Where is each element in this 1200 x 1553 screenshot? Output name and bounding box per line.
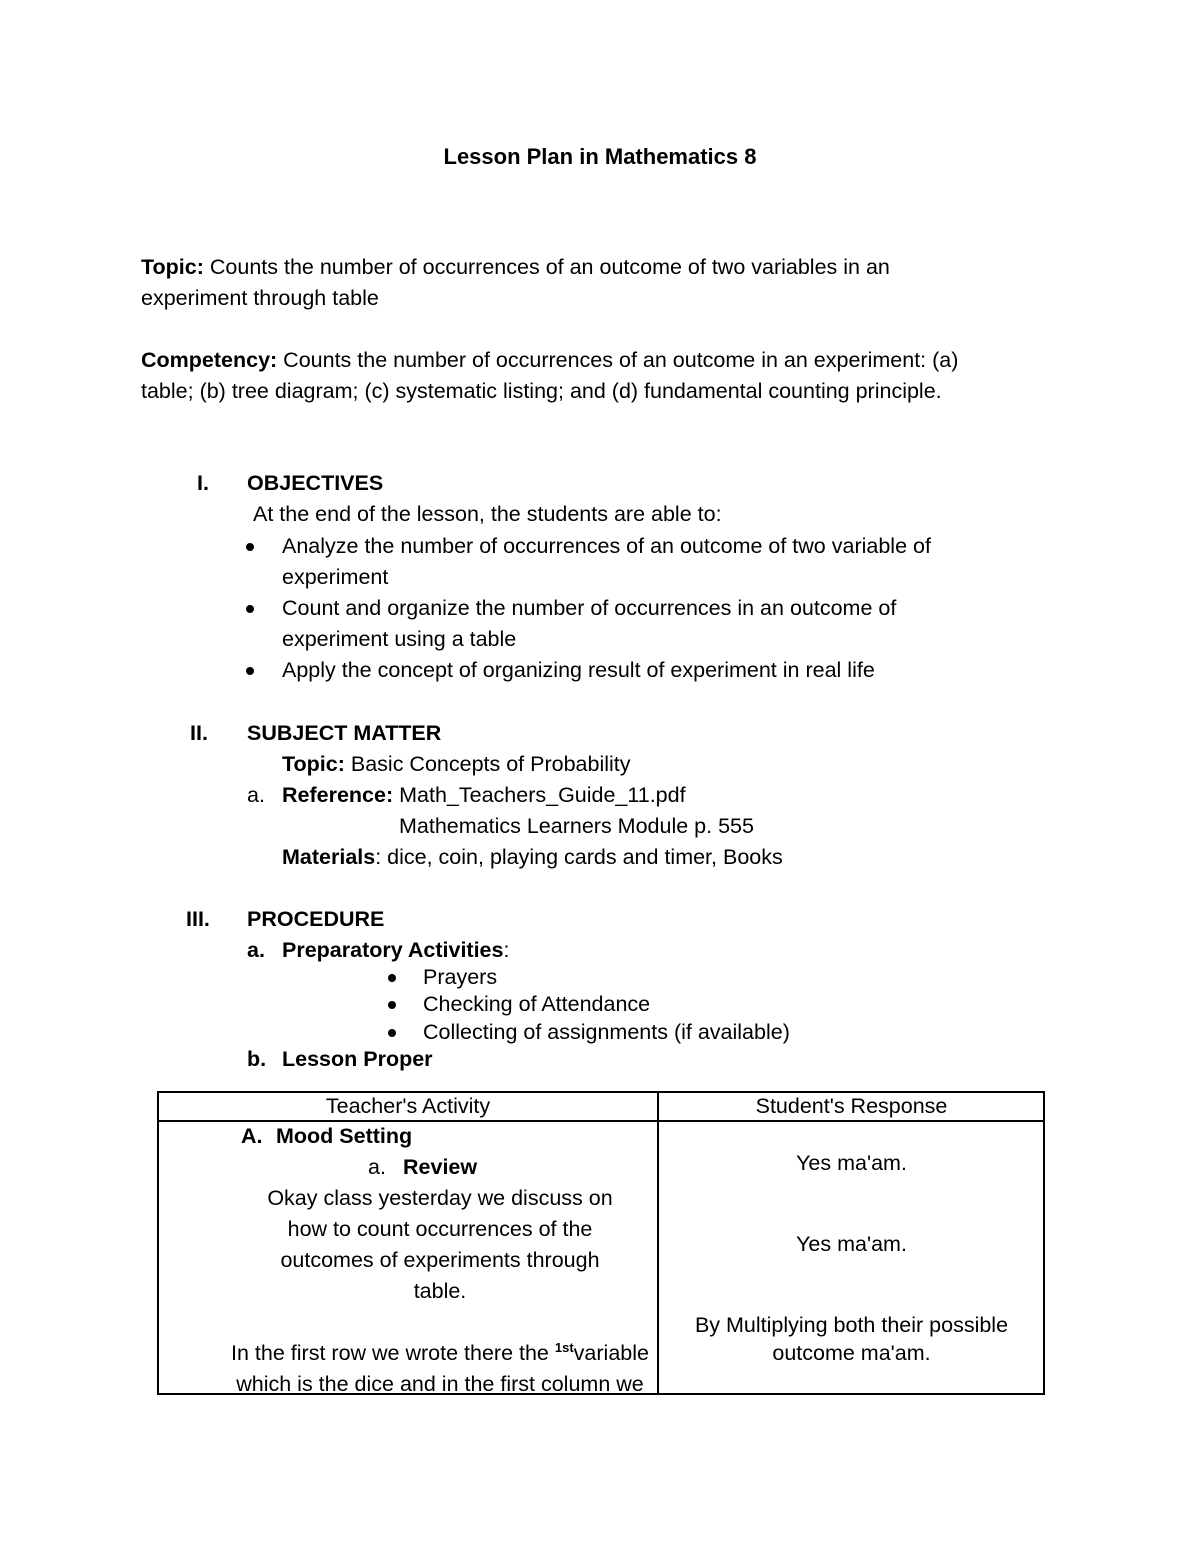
lesson-proper-label: Lesson Proper: [282, 1047, 433, 1071]
subject-matter-heading: SUBJECT MATTER: [247, 721, 442, 745]
lesson-table: [157, 1091, 1045, 1395]
competency-label: Competency:: [141, 348, 278, 372]
reference-line-1: [282, 780, 686, 811]
bullet-icon: [388, 1029, 396, 1037]
prep-item-3: Collecting of assignments (if available): [423, 1020, 790, 1044]
objectives-intro: At the end of the lesson, the students are able to:: [253, 502, 722, 526]
subject-matter-numeral: II.: [190, 721, 208, 745]
bullet-icon: [246, 543, 254, 551]
materials-value: : dice, coin, playing cards and timer, Books: [375, 845, 783, 869]
mood-setting-marker: A.: [241, 1124, 263, 1148]
mood-setting-label: Mood Setting: [276, 1124, 413, 1148]
competency-text: Counts the number of occurrences of an outcome in an experiment: (a): [277, 348, 959, 372]
preparatory-colon: :: [503, 938, 510, 962]
first-row-text-end: variable: [573, 1341, 649, 1365]
student-response-1: Yes ma'am.: [796, 1151, 907, 1175]
review-label: Review: [403, 1155, 478, 1179]
objectives-heading: OBJECTIVES: [247, 471, 384, 495]
preparatory-marker: a.: [247, 938, 265, 962]
reference-label: Reference:: [282, 783, 394, 807]
first-row-text: In the first row we wrote there the: [231, 1341, 555, 1365]
topic-line-1: [141, 252, 890, 283]
objective-item-3-line-1: Apply the concept of organizing result of experiment in real life: [282, 658, 875, 682]
preparatory-label: Preparatory Activities: [282, 938, 504, 962]
prep-item-1: Prayers: [423, 965, 498, 989]
table-header-teacher: Teacher's Activity: [325, 1094, 491, 1118]
topic-line-2: experiment through table: [141, 286, 379, 310]
bullet-icon: [388, 974, 396, 982]
topic-text: Counts the number of occurrences of an outcome of two variables in an: [203, 255, 890, 279]
objective-item-1-line-2: experiment: [282, 565, 389, 589]
reference-marker: a.: [247, 783, 265, 807]
bullet-icon: [388, 1001, 396, 1009]
page-title: Lesson Plan in Mathematics 8: [443, 144, 757, 169]
subject-topic-line: [282, 749, 631, 780]
review-line-1: Okay class yesterday we discuss on: [267, 1186, 613, 1210]
review-line-3: outcomes of experiments through: [280, 1248, 600, 1272]
procedure-numeral: III.: [186, 907, 210, 931]
bullet-icon: [246, 605, 254, 613]
review-line-2: how to count occurrences of the: [287, 1217, 593, 1241]
competency-line-1: [141, 345, 958, 376]
subject-topic-value: Basic Concepts of Probability: [344, 752, 631, 776]
student-response-3-line-1: By Multiplying both their possible: [694, 1313, 1009, 1337]
topic-label: Topic:: [141, 255, 204, 279]
objective-item-2-line-2: experiment using a table: [282, 627, 517, 651]
reference-value-1: Math_Teachers_Guide_11.pdf: [393, 783, 686, 807]
bullet-icon: [246, 667, 254, 675]
objectives-numeral: I.: [197, 471, 209, 495]
lesson-proper-marker: b.: [247, 1047, 267, 1071]
reference-value-2: Mathematics Learners Module p. 555: [399, 814, 754, 838]
review-marker: a.: [368, 1155, 386, 1179]
first-row-line-2: which is the dice and in the first column we: [236, 1372, 644, 1396]
subject-topic-label: Topic:: [282, 752, 345, 776]
student-response-3-line-2: outcome ma'am.: [772, 1341, 931, 1365]
objective-item-1-line-1: Analyze the number of occurrences of an outcome of two variable of: [282, 534, 931, 558]
first-row-line-1: [159, 1338, 721, 1369]
competency-line-2: table; (b) tree diagram; (c) systematic listing; and (d) fundamental counting principle.: [141, 379, 942, 403]
objective-item-2-line-1: Count and organize the number of occurrences in an outcome of: [282, 596, 897, 620]
materials-label: Materials: [282, 845, 376, 869]
table-header-student: Student's Response: [755, 1094, 948, 1118]
prep-item-2: Checking of Attendance: [423, 992, 651, 1016]
procedure-heading: PROCEDURE: [247, 907, 385, 931]
student-response-2: Yes ma'am.: [796, 1232, 907, 1256]
first-row-superscript: 1st: [554, 1339, 574, 1355]
materials-line: [282, 842, 783, 873]
review-line-4: table.: [413, 1279, 467, 1303]
